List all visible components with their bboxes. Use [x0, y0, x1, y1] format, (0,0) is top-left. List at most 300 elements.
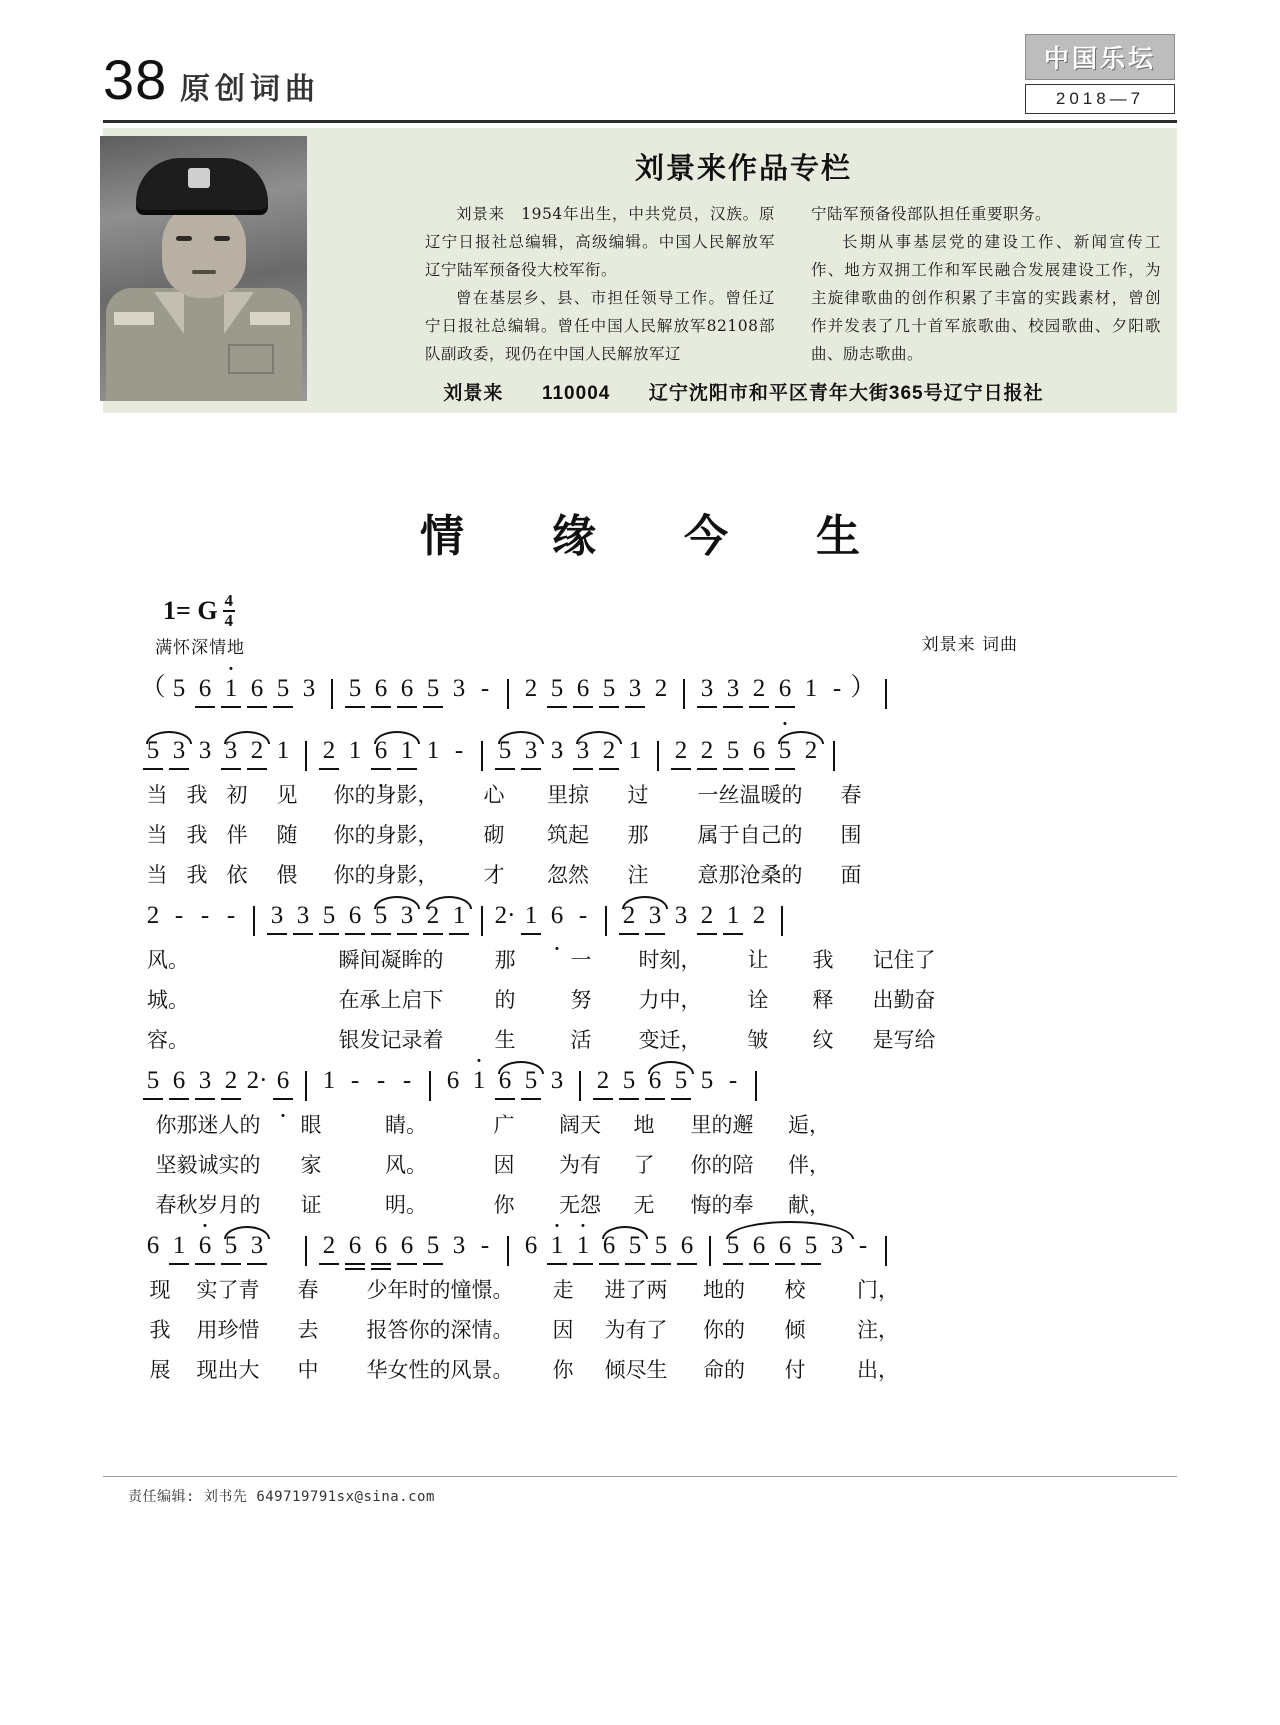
note: 6	[446, 1067, 460, 1094]
lyric-row-verse1	[140, 939, 1050, 979]
lyric: 风。	[147, 948, 189, 972]
address-detail: 辽宁沈阳市和平区青年大街365号辽宁日报社	[648, 383, 1044, 404]
note: 3	[198, 737, 212, 764]
lyric: 春	[297, 1278, 319, 1302]
lyric: 我	[149, 1318, 171, 1342]
lyric: 倾尽生	[604, 1358, 668, 1382]
lyric: 里的邂	[690, 1113, 754, 1137]
lyric: 注	[627, 863, 649, 887]
lyric: 一丝温暖的	[697, 783, 803, 807]
sustain-dash: -	[480, 1232, 490, 1259]
lyric: 命的	[703, 1358, 745, 1382]
lyric: 你	[493, 1193, 515, 1217]
barline	[507, 679, 509, 709]
lyric-row-verse2	[140, 814, 1050, 854]
lyric: 你那迷人的	[155, 1113, 261, 1137]
lyric: 无怨	[559, 1193, 601, 1217]
note: 3	[250, 1232, 264, 1259]
lyric: 少年时的憧憬。	[366, 1278, 514, 1302]
barline	[481, 906, 483, 936]
note: · 1	[224, 654, 238, 702]
note: 3	[400, 902, 414, 929]
author-portrait	[100, 136, 307, 401]
note: 6	[400, 1232, 414, 1259]
barline	[429, 1071, 431, 1101]
note: 3	[218, 737, 244, 774]
note: 2	[616, 902, 642, 939]
page-number: 38	[103, 48, 168, 111]
note: 5	[218, 1232, 244, 1269]
note: 6	[576, 675, 590, 702]
lyric: 门，	[857, 1278, 899, 1302]
note: 3	[700, 675, 714, 702]
lyric: 筑起	[547, 823, 589, 847]
note: 3	[830, 1232, 844, 1259]
lyric: 城。	[147, 988, 189, 1012]
sustain-dash: -	[376, 1067, 386, 1094]
note: 3	[648, 902, 662, 929]
lyric: 地的	[703, 1278, 745, 1302]
note: 2	[596, 1067, 610, 1094]
lyric: 见	[276, 783, 298, 807]
note: 5	[674, 1067, 688, 1094]
notes-row	[140, 895, 1050, 939]
note: 3	[524, 737, 538, 764]
lyric: 在承上启下	[338, 988, 444, 1012]
barline	[781, 906, 783, 936]
note: 6	[752, 1232, 766, 1259]
note: 3	[726, 675, 740, 702]
lyric: 你的身影，	[333, 783, 439, 807]
lyric: 的	[494, 988, 516, 1012]
lyric: 进了两	[604, 1278, 668, 1302]
note: 1	[276, 737, 290, 764]
lyric: 意那沧桑的	[697, 863, 803, 887]
lyric: 无	[633, 1193, 655, 1217]
note: 5	[348, 675, 362, 702]
author-address	[310, 378, 1177, 405]
note: 5	[276, 675, 290, 702]
lyric: 我	[186, 783, 208, 807]
note: 1	[172, 1232, 186, 1259]
lyric: 坚毅诚实的	[155, 1153, 261, 1177]
lyric: 那	[627, 823, 649, 847]
note: · 6	[772, 675, 798, 712]
lyric: 倾	[784, 1318, 806, 1342]
lyric: 中	[297, 1358, 319, 1382]
lyric: 记住了	[872, 948, 936, 972]
note: 6	[524, 1232, 538, 1259]
lyric: 证	[300, 1193, 322, 1217]
note: 2	[602, 737, 616, 764]
lyric: 用珍惜	[196, 1318, 260, 1342]
bio-text-columns	[425, 200, 1167, 380]
sustain-dash: -	[402, 1067, 412, 1094]
lyric: 我	[812, 948, 834, 972]
bio-paragraph: 刘景来 1954年出生，中共党员，汉族。原辽宁日报社总编辑，高级编辑。中国人民解放军辽宁陆军预备役大校军衔。	[425, 205, 775, 279]
lyric: 去	[297, 1318, 319, 1342]
barline	[833, 741, 835, 771]
note: 6	[198, 675, 212, 702]
barline	[305, 1236, 307, 1266]
note: 1	[322, 1067, 336, 1094]
note	[270, 1232, 296, 1269]
lyric: 注，	[857, 1318, 899, 1342]
note: 3	[296, 902, 310, 929]
lyric: 初	[226, 783, 248, 807]
bio-column-left	[425, 200, 775, 380]
note: · 6	[270, 1067, 296, 1104]
lyric: 风。	[385, 1153, 427, 1177]
note: 5	[524, 1067, 538, 1094]
lyric: 你	[552, 1358, 574, 1382]
note: 1	[400, 737, 414, 764]
lyric: 我	[186, 863, 208, 887]
lyric: 悔的奉	[690, 1193, 754, 1217]
note: 2	[146, 902, 160, 929]
song-title: 情 缘 今 生	[420, 511, 882, 562]
note: 5	[654, 1232, 668, 1259]
note: 5	[550, 675, 564, 702]
note: 6	[374, 1232, 388, 1259]
lyric: 你的	[703, 1318, 745, 1342]
note: 5	[622, 1067, 636, 1094]
lyric: 报答你的深情。	[366, 1318, 514, 1342]
tempo-marking: 满怀深情地	[155, 638, 245, 658]
sustain-dash: -	[200, 902, 210, 929]
music-system-3	[140, 1046, 1050, 1224]
note: 3	[570, 737, 596, 774]
lyric: 依	[226, 863, 248, 887]
lyric: 诠	[747, 988, 769, 1012]
lyric: 睛。	[385, 1113, 427, 1137]
music-system-4	[140, 1211, 1050, 1389]
barline	[605, 906, 607, 936]
brand-block	[1025, 34, 1175, 114]
lyric: 春秋岁月的	[155, 1193, 261, 1217]
note: 5	[492, 737, 518, 774]
lyric: 因	[552, 1318, 574, 1342]
note: 5	[720, 1232, 746, 1269]
lyric: 让	[747, 948, 769, 972]
lyric: 过	[627, 783, 649, 807]
note: 3	[452, 1232, 466, 1259]
time-denominator: 4	[224, 610, 234, 630]
lyric-row-verse3	[140, 1184, 1050, 1224]
note: 6	[642, 1067, 668, 1104]
barline	[683, 679, 685, 709]
editor-label: 责任编辑:	[128, 1489, 195, 1505]
sustain-dash: -	[578, 902, 588, 929]
note: 1	[804, 675, 818, 702]
note: 2	[700, 902, 714, 929]
lyric-row-verse3	[140, 1349, 1050, 1389]
note: 2	[224, 1067, 238, 1094]
section-title: 原创词曲	[180, 72, 320, 107]
magazine-logo: 中国乐坛	[1025, 34, 1175, 80]
lyric: 心	[483, 783, 505, 807]
note: 3	[550, 1067, 564, 1094]
lyric: 华女性的风景。	[366, 1358, 514, 1382]
lyric: 是写给	[872, 1028, 936, 1052]
editor-email: 649719791sx@sina.com	[256, 1489, 435, 1505]
barline	[507, 1236, 509, 1266]
note: 3	[302, 675, 316, 702]
lyric: 实了青	[196, 1278, 260, 1302]
note: 3	[452, 675, 466, 702]
lyric-row-verse2	[140, 979, 1050, 1019]
note: 5	[726, 737, 740, 764]
notes-row	[140, 654, 1050, 712]
note: 6	[348, 1232, 362, 1259]
lyric: 我	[186, 823, 208, 847]
barline	[755, 1071, 757, 1101]
lyric: 皱	[747, 1028, 769, 1052]
lyric: 校	[784, 1278, 806, 1302]
lyric: 眼	[300, 1113, 322, 1137]
close-paren: ）	[850, 674, 876, 701]
lyric: 现出大	[196, 1358, 260, 1382]
bio-paragraph: 宁陆军预备役部队担任重要职务。	[811, 205, 1052, 223]
bio-column-right	[811, 200, 1161, 380]
lyric: 你的身影，	[333, 863, 439, 887]
lyric: 当	[146, 783, 168, 807]
lyric: 为有了	[604, 1318, 668, 1342]
note: · 6	[368, 737, 394, 774]
bio-paragraph: 曾在基层乡、县、市担任领导工作。曾任辽宁日报社总编辑。曾任中国人民解放军82108部队副政委，现仍在中国人民解放军辽	[425, 289, 775, 363]
lyric: 地	[633, 1113, 655, 1137]
lyric: 忽然	[547, 863, 589, 887]
lyric: 砌	[483, 823, 505, 847]
barline	[305, 1071, 307, 1101]
music-system-1	[140, 730, 1050, 894]
note: · 6	[198, 1211, 212, 1259]
notes-row	[140, 1046, 1050, 1104]
barline	[579, 1071, 581, 1101]
note: 5	[322, 902, 336, 929]
note: 3	[270, 902, 284, 929]
lyric: 瞬间凝眸的	[338, 948, 444, 972]
note: 6	[348, 902, 362, 929]
note: 6	[374, 675, 388, 702]
lyric: 释	[812, 988, 834, 1012]
barline	[709, 1236, 711, 1266]
sustain-dash: -	[858, 1232, 868, 1259]
lyric: 容。	[147, 1028, 189, 1052]
lyric: 为有	[559, 1153, 601, 1177]
note: 1	[628, 737, 642, 764]
lyric-row-verse1	[140, 1269, 1050, 1309]
lyric: 伴，	[788, 1153, 830, 1177]
lyric: 那	[494, 948, 516, 972]
music-system-2	[140, 895, 1050, 1059]
barline	[305, 741, 307, 771]
lyric: 时刻，	[638, 948, 702, 972]
note: 6	[680, 1232, 694, 1259]
lyric: 阔天	[559, 1113, 601, 1137]
note: 2	[250, 737, 264, 764]
header-divider	[103, 120, 1177, 123]
lyric: 伴	[226, 823, 248, 847]
note: 6	[146, 1232, 160, 1259]
note: 2	[674, 737, 688, 764]
lyric: 生	[494, 1028, 516, 1052]
lyric: 一	[570, 948, 592, 972]
lyric: 力中，	[638, 988, 702, 1012]
sustain-dash: -	[454, 737, 464, 764]
lyric: 当	[146, 823, 168, 847]
notes-row	[140, 1211, 1050, 1269]
note: -	[480, 675, 490, 702]
lyric: 围	[840, 823, 862, 847]
note: 1	[524, 902, 538, 929]
bio-paragraph: 长期从事基层党的建设工作、新闻宣传工作、地方双拥工作和军民融合发展建设工作，为主旋律歌曲的创作积累了丰富的实践素材，曾创作并发表了几十首军旅歌曲、校园歌曲、夕阳歌曲、励志歌曲。	[811, 233, 1161, 363]
lyric: 逅，	[788, 1113, 830, 1137]
barline	[657, 741, 659, 771]
note: 5	[426, 1232, 440, 1259]
note: 3	[198, 1067, 212, 1094]
lyric: 变迁，	[638, 1028, 702, 1052]
lyric: 明。	[385, 1193, 427, 1217]
sustain-dash: -	[728, 1067, 738, 1094]
lyric: 出勤奋	[872, 988, 936, 1012]
address-postcode: 110004	[541, 383, 611, 404]
note: 5	[772, 737, 798, 774]
note: 6	[400, 675, 414, 702]
note: 1	[452, 902, 466, 929]
lyric: 付	[784, 1358, 806, 1382]
note: · 6	[544, 902, 570, 939]
note: 3	[550, 737, 564, 764]
lyric-row-verse2	[140, 1144, 1050, 1184]
note: 3	[628, 675, 642, 702]
lyric: 广	[493, 1113, 515, 1137]
lyric: 了	[633, 1153, 655, 1177]
note: 1	[426, 737, 440, 764]
note: 6	[778, 1232, 792, 1259]
footer-credit	[128, 1486, 435, 1506]
note: 5	[426, 675, 440, 702]
lyric: 纹	[812, 1028, 834, 1052]
lyric: 家	[300, 1153, 322, 1177]
note: 3	[674, 902, 688, 929]
note: 5	[172, 675, 186, 702]
note: 2·	[246, 1067, 268, 1094]
lyric: 努	[570, 988, 592, 1012]
lyric-row-verse1	[140, 1104, 1050, 1144]
note: 2·	[494, 902, 516, 929]
lyric: 活	[570, 1028, 592, 1052]
lyric-row-verse3	[140, 1019, 1050, 1059]
lyric: 偎	[276, 863, 298, 887]
sustain-dash: -	[174, 902, 184, 929]
note: -	[832, 675, 842, 702]
note: 2	[804, 737, 818, 764]
lyric: 当	[146, 863, 168, 887]
note: 6	[596, 1232, 622, 1269]
lyric: 面	[840, 863, 862, 887]
lyric: 随	[276, 823, 298, 847]
lyric: 现	[149, 1278, 171, 1302]
footer-divider	[103, 1476, 1177, 1477]
note: 6	[250, 675, 264, 702]
note: 2	[524, 675, 538, 702]
editor-name: 刘书先	[203, 1489, 248, 1505]
note: 5	[804, 1232, 818, 1259]
lyric-row-verse1	[140, 774, 1050, 814]
lyric: 才	[483, 863, 505, 887]
note: 5	[628, 1232, 642, 1259]
open-paren: （	[140, 674, 166, 701]
lyric: 展	[149, 1358, 171, 1382]
barline	[331, 679, 333, 709]
lyric-row-verse3	[140, 854, 1050, 894]
lyric: 走	[552, 1278, 574, 1302]
note: · 1	[576, 1211, 590, 1259]
sustain-dash: -	[350, 1067, 360, 1094]
time-signature	[223, 592, 236, 630]
composer-credit: 刘景来 词曲	[921, 635, 1018, 655]
note: 2	[700, 737, 714, 764]
note: 6	[752, 737, 766, 764]
note: 6	[172, 1067, 186, 1094]
note: 5	[368, 902, 394, 939]
author-bio-panel	[103, 128, 1177, 413]
lyric: 因	[493, 1153, 515, 1177]
barline	[885, 1236, 887, 1266]
barline	[253, 906, 255, 936]
note: 5	[146, 1067, 160, 1094]
time-numerator: 4	[224, 591, 234, 610]
music-system-intro	[140, 654, 1050, 712]
address-name: 刘景来	[443, 383, 504, 404]
note: 1	[348, 737, 362, 764]
lyric: 春	[840, 783, 862, 807]
note: 5	[140, 737, 166, 774]
note: 2	[752, 675, 766, 702]
note: 1	[726, 902, 740, 929]
lyric: 银发记录着	[338, 1028, 444, 1052]
lyric: 里掠	[547, 783, 589, 807]
issue-label: 2018—7	[1025, 84, 1175, 114]
note: 2	[654, 675, 668, 702]
note: 3	[172, 737, 186, 764]
notes-row	[140, 730, 1050, 774]
key-signature	[163, 592, 235, 630]
bio-column-title: 刘景来作品专栏	[634, 151, 852, 185]
lyric: 属于自己的	[697, 823, 803, 847]
note: 5	[602, 675, 616, 702]
barline	[885, 679, 887, 709]
lyric-row-verse2	[140, 1309, 1050, 1349]
note: · 1	[550, 1211, 564, 1259]
note: 5	[700, 1067, 714, 1094]
note: 2	[420, 902, 446, 939]
lyric: 你的身影，	[333, 823, 439, 847]
note: 2	[752, 902, 766, 929]
note: 2	[322, 1232, 336, 1259]
page-header	[0, 0, 1280, 120]
sustain-dash: -	[226, 902, 236, 929]
key-label: 1= G	[163, 595, 218, 625]
note: · 1	[472, 1046, 486, 1094]
note: 6	[492, 1067, 518, 1104]
lyric: 你的陪	[690, 1153, 754, 1177]
barline	[481, 741, 483, 771]
lyric: 出，	[857, 1358, 899, 1382]
note: 2	[322, 737, 336, 764]
lyric: 献，	[788, 1193, 830, 1217]
